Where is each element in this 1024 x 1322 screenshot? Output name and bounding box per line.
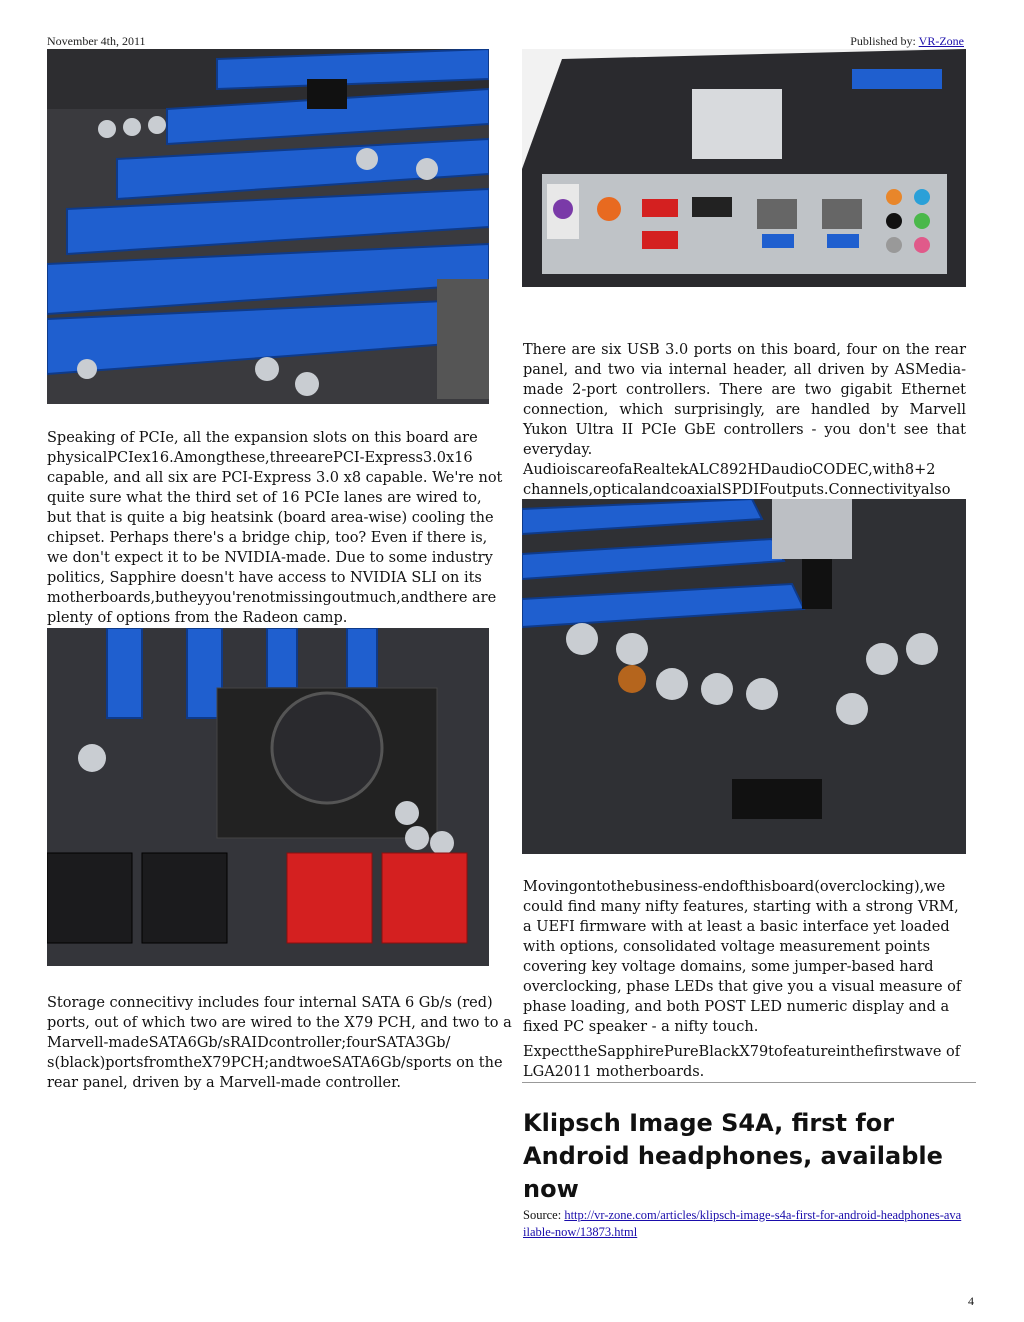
overclocking-paragraph: Movingontothebusiness-endofthisboard(overclocking),we could find many nifty features, starting with a strong VRM, a UEFI firmware with at least a basic interface yet loaded with options, consolidated voltage measurement points covering key voltage domains, some jumper-based hard overclocking, phase LEDs that give you a visual measure of phase loading, and both POST LED numeric display and a fixed PC speaker - a nifty touch. <box>523 879 962 1035</box>
article-divider <box>522 1082 976 1083</box>
vrm-memory-slots-photo <box>522 499 966 854</box>
page-number: 4 <box>968 1294 974 1308</box>
publish-date: November 4th, 2011 <box>47 34 146 48</box>
source-link[interactable]: http://vr-zone.com/articles/klipsch-image-s4a-first-for-android-headphones-available-now/13873.html <box>523 1208 962 1239</box>
article-title: Klipsch Image S4A, first for Android headphones, available now <box>523 1109 943 1203</box>
rear-io-panel-photo <box>522 49 966 287</box>
usb-connectivity-paragraph: There are six USB 3.0 ports on this board, four on the rear panel, and two via internal header, all driven by ASMedia-made 2-port controllers. There are two gigabit Ethernet connection, which surprisingly, are handled by Marvell Yukon Ultra II PCIe GbE controllers - you don't see that everyday. AudioiscareofaRealtekALC892HDaudioCODEC,with8+2 channels,opticalandcoaxialSPDIFoutputs.Connectivityalso <box>523 342 966 498</box>
publisher-link[interactable]: VR-Zone <box>918 34 964 48</box>
source-label: Source: <box>523 1208 565 1222</box>
storage-paragraph: Storage connecitivy includes four internal SATA 6 Gb/s (red) ports, out of which two are wired to the X79 PCH, and two to a Marvell-madeSATA6Gb/sRAIDcontroller;fourSATA3Gb/ s(black)portsfromtheX79PCH;andtwoeSATA6Gb/sports on the rear panel, driven by a Marvell-made controller. <box>47 995 512 1091</box>
sata-ports-photo <box>47 628 489 966</box>
publisher-line <box>850 34 964 49</box>
pcie-paragraph: Speaking of PCIe, all the expansion slots on this board are physicalPCIex16.Amongthese,threearePCI-Express3.0x16 capable, and all six are PCI-Express 3.0 x8 capable. We're not quite sure what the third set of 16 PCIe lanes are wired to, but that is quite a big heatsink (board area-wise) cooling the chipset. Perhaps there's a bridge chip, too? Even if there is, we don't expect it to be NVIDIA-made. Due to some industry politics, Sapphire doesn't have access to NVIDIA SLI on its motherboards,butheyyou'renotmissingoutmuch,andthere are plenty of options from the Radeon camp. <box>47 430 503 626</box>
pcie-slots-photo <box>47 49 489 404</box>
published-label: Published by: <box>850 34 919 48</box>
source-line <box>523 1207 963 1241</box>
expect-paragraph: ExpecttheSapphirePureBlackX79tofeatureinthefirstwave of LGA2011 motherboards. <box>523 1044 961 1080</box>
